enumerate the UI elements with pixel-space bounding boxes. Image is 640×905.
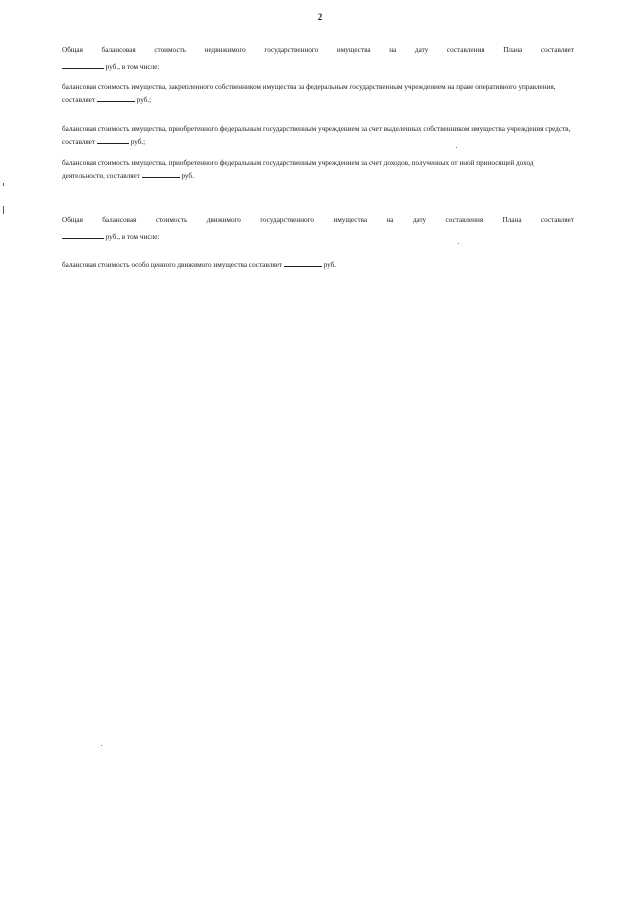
- immovable-item-operational: [62, 81, 574, 106]
- movable-item-valuable-suffix: руб.: [323, 261, 337, 269]
- immovable-total-blank: [62, 60, 104, 69]
- scan-dot-2: [458, 243, 459, 244]
- movable-item-valuable-text: балансовая стоимость особо ценного движимого имущества составляет: [62, 261, 283, 269]
- scan-mark-left-lower: [3, 206, 4, 214]
- immovable-total-paragraph: [62, 44, 574, 73]
- scan-dot-3: [101, 745, 102, 746]
- immovable-total-line1: Общая балансовая стоимость недвижимого государственного имущества на дату составления Плана составляет: [62, 46, 574, 54]
- immovable-item-income: [62, 157, 574, 182]
- immovable-total-suffix: руб., в том числе:: [105, 63, 160, 71]
- immovable-item-operational-blank: [97, 93, 135, 102]
- scan-mark-left-upper: [3, 183, 4, 186]
- immovable-item-income-blank: [142, 169, 180, 178]
- immovable-item-income-suffix: руб.: [181, 172, 194, 180]
- immovable-item-allocated-text: балансовая стоимость имущества, приобретенного федеральным государственным учреждением за счет выделенных собственником имущества учреждения средств, составляет: [62, 125, 571, 146]
- movable-total-line1: Общая балансовая стоимость движимого государственного имущества на дату составления Плана составляет: [62, 216, 574, 224]
- immovable-total-line2: [62, 60, 574, 73]
- immovable-item-income-text: балансовая стоимость имущества, приобретенного федеральным государственным учреждением за счет доходов, полученных от иной приносящей доход деятельности, составляет: [62, 159, 534, 180]
- scan-dot-1: [456, 147, 457, 148]
- movable-total-suffix: руб., в том числе:: [105, 233, 160, 241]
- movable-total-line2: [62, 230, 574, 243]
- immovable-item-allocated-suffix: руб.;: [130, 138, 146, 146]
- immovable-item-allocated: [62, 123, 574, 148]
- movable-total-blank: [62, 230, 104, 239]
- immovable-item-operational-suffix: руб.;: [136, 96, 152, 104]
- movable-total-paragraph: [62, 214, 574, 243]
- immovable-item-operational-text: балансовая стоимость имущества, закрепленного собственником имущества за федеральным государственным учреждением на праве оперативного управления, составляет: [62, 83, 556, 104]
- page-number: 2: [317, 12, 323, 22]
- movable-item-valuable: [62, 258, 574, 271]
- immovable-item-allocated-blank: [97, 135, 129, 144]
- movable-item-valuable-blank: [284, 258, 322, 267]
